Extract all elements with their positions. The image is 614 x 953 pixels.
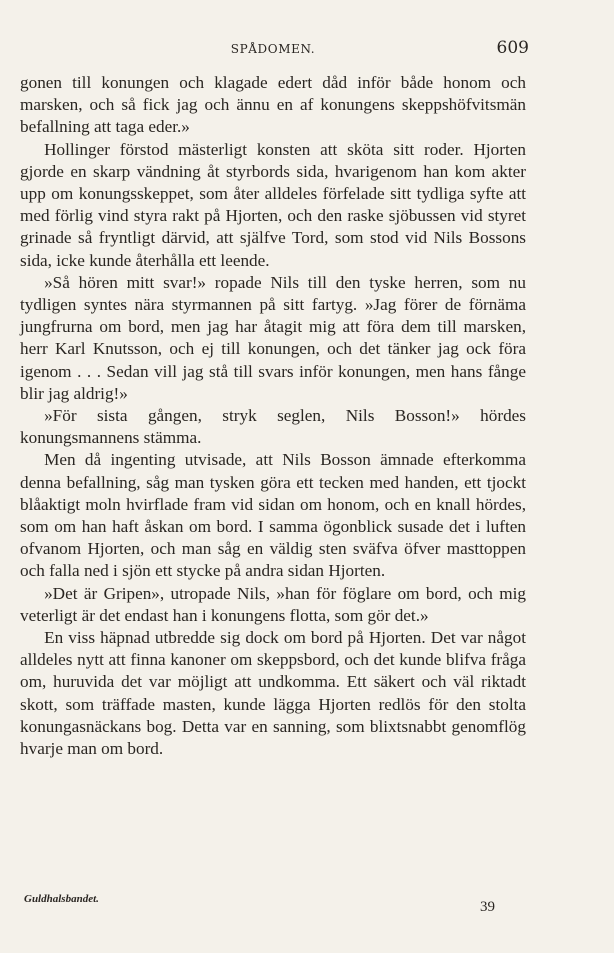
- paragraph: »Så hören mitt svar!» ropade Nils till den tyske herren, som nu tydligen syntes nära styrmannen på sitt fartyg. »Jag förer de förnäma jungfrurna om bord, men jag har åtagit mig att föra dem till marsken, herr Karl Knutsson, och ej till konungen, och det tänker jag ock föra igenom . . . Sedan vill jag stå till svars inför konungen, men hans fånge blir jag aldrig!»: [20, 272, 526, 403]
- paragraph: En viss häpnad utbredde sig dock om bord på Hjorten. Det var något alldeles nytt att finna kanoner om skeppsbord, och det kunde blifva fråga om, huruvida det var möjligt att undkomma. Ett säkert och väl riktadt skott, som träffade masten, kunde lägga Hjorten redlös för den stolta konungasnäckans bog. Detta var en sanning, som blixtsnabbt genomflög hvarje man om bord.: [20, 628, 526, 759]
- sheet-number: 39: [480, 899, 495, 915]
- paragraph: Men då ingenting utvisade, att Nils Bosson ämnade efterkomma denna befallning, såg man tysken göra ett tecken med handen, ett tjockt blåaktigt moln hvirflade fram vid sidan om honom, och en knall hördes, som om han haft åskan om bord. I samma ögonblick susade det i luften ofvanom Hjorten, och man såg en väldig sten sväfva öfver masttoppen och falla ned i sjön ett stycke på andra sidan Hjorten.: [20, 450, 526, 581]
- paragraph: gonen till konungen och klagade edert dåd inför både honom och marsken, och så fick jag och ännu en af konungens skeppshöfvitsmän befallning att taga eder.»: [20, 73, 526, 137]
- page-number: 609: [496, 38, 529, 58]
- chapter-title: SPÅDOMEN.: [230, 42, 316, 56]
- paragraph: »Det är Gripen», utropade Nils, »han för föglare om bord, och mig veterligt är det endast han i konungens flotta, som gör det.»: [20, 583, 526, 625]
- paragraph: Hollinger förstod mästerligt konsten att sköta sitt roder. Hjorten gjorde en skarp vändning åt styrbords sida, hvarigenom han kom akter upp om konungsskeppet, som åter alldeles förfelade sitt tydliga syfte att med förlig vind styra rakt på Hjorten, och den raske sjöbussen vid styret grinade så fryntligt därvid, att själfve Tord, som stod vid Nils Bossons sida, icke kunde återhålla ett leende.: [20, 139, 526, 270]
- running-header: [20, 38, 529, 64]
- signature-mark: Guldhalsbandet.: [24, 893, 99, 905]
- paragraph: »För sista gången, stryk seglen, Nils Bosson!» hördes konungsmannens stämma.: [20, 406, 526, 448]
- body-text: [20, 72, 526, 760]
